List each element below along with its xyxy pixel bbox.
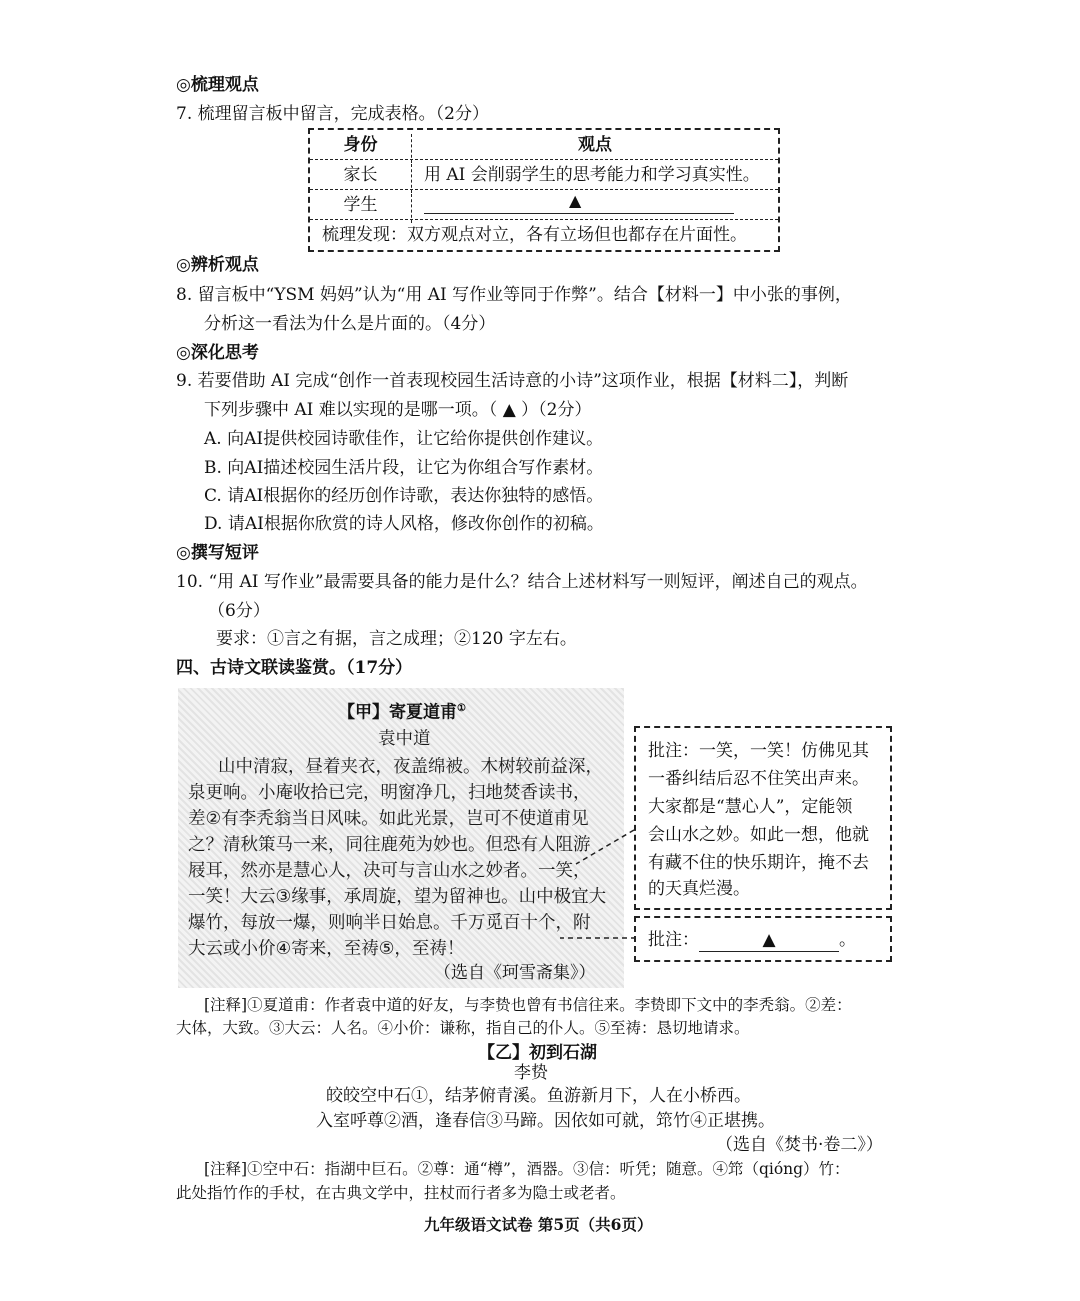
table-header-view: 观点 <box>578 135 612 155</box>
answer-blank[interactable]: ▲ <box>699 929 839 952</box>
part-title: 四、古诗文联读鉴赏。（17分） <box>176 658 413 678</box>
table-row <box>310 160 778 190</box>
connector-line <box>576 830 634 864</box>
question-9-line: 下列步骤中 AI 难以实现的是哪一项。（ ▲ ）（2分） <box>204 400 592 420</box>
table-header-row <box>310 130 778 160</box>
jia-line: 差②有李秃翁当日风味。如此光景，岂可不使道甫见 <box>188 809 589 829</box>
annotation-line: 批注：一笑，一笑！仿佛见其 <box>648 741 869 761</box>
jia-notes-line: 大体，大致。③大云：人名。④小价：谦称，指自己的仆人。⑤至祷：恳切地请求。 <box>176 1019 750 1037</box>
section-heading: ◎撰写短评 <box>176 543 259 563</box>
question-10-line: （6分） <box>208 601 270 621</box>
table-cell-identity: 家长 <box>310 164 412 193</box>
table-header-identity: 身份 <box>310 134 412 163</box>
yi-poem-line: 皎皎空中石①，结茅俯青溪。鱼游新月下，人在小桥西。 <box>326 1086 751 1106</box>
jia-line: 屐耳，然亦是慧心人，决可与言山水之妙者。一笑， <box>188 861 591 881</box>
section-heading: ◎辨析观点 <box>176 255 259 275</box>
jia-author: 袁中道 <box>378 729 431 749</box>
option-c: C. 请AI根据你的经历创作诗歌，表达你独特的感悟。 <box>204 486 604 506</box>
section-heading: ◎梳理观点 <box>176 75 259 95</box>
jia-line: 大云或小价④寄来，至祷⑤，至祷！ <box>188 939 465 959</box>
yi-source: （选自《焚书·卷二》） <box>716 1135 883 1155</box>
yi-author: 李贽 <box>514 1063 548 1083</box>
question-10-requirement: 要求：①言之有据，言之成理；②120 字左右。 <box>216 629 577 649</box>
question-8-line: 8. 留言板中“YSM 妈妈”认为“用 AI 写作业等同于作弊”。结合【材料一】中小张的事例， <box>176 285 852 305</box>
jia-line: 泉更响。小庵收拾已完，明窗净几，扫地焚香读书， <box>188 783 591 803</box>
annotation-answer-line: 批注： ▲ 。 <box>648 930 856 950</box>
annotation-box <box>634 726 892 910</box>
annotation-line: 有藏不住的快乐期许，掩不去 <box>648 853 869 873</box>
jia-line: 之？清秋策马一来，同往鹿苑为妙也。但恐有人阻游 <box>188 835 591 855</box>
question-8-line: 分析这一看法为什么是片面的。（4分） <box>204 314 496 334</box>
annotation-connectors <box>560 820 640 950</box>
annotation-line: 大家都是“慧心人”，定能领 <box>648 797 853 817</box>
yi-poem-line: 入室呼尊②酒，逢春信③马蹄。因依如可就，筇竹④正堪携。 <box>316 1111 775 1131</box>
option-d: D. 请AI根据你欣赏的诗人风格，修改你创作的初稿。 <box>204 514 604 534</box>
blank-marker: ▲ <box>569 191 582 210</box>
question-9-line: 9. 若要借助 AI 完成“创作一首表现校园生活诗意的小诗”这项作业，根据【材料二】，判断 <box>176 371 849 391</box>
table-cell-identity: 学生 <box>310 194 412 223</box>
yi-notes-line: [注释]①空中石：指湖中巨石。②尊：通“樽”，酒器。③信：听凭；随意。④筇（qióng）竹： <box>204 1160 850 1178</box>
jia-title: 【甲】寄夏道甫① <box>338 702 466 723</box>
jia-line: 山中清寂，昼着夹衣，夜盖绵被。木树较前益深， <box>218 757 603 777</box>
annotation-line: 的天真烂漫。 <box>648 879 750 899</box>
jia-notes-line: [注释]①夏道甫：作者袁中道的好友，与李贽也曾有书信往来。李贽即下文中的李秃翁。②差： <box>204 996 852 1014</box>
table-cell-view: 用 AI 会削弱学生的思考能力和学习真实性。 <box>424 165 760 185</box>
question-7-stem: 7. 梳理留言板中留言，完成表格。（2分） <box>176 104 489 124</box>
annotation-line: 一番纠结后忍不住笑出声来。 <box>648 769 869 789</box>
question-10-line: 10. “用 AI 写作业”最需要具备的能力是什么？结合上述材料写一则短评，阐述自己的观点。 <box>176 572 868 592</box>
page-footer: 九年级语文试卷 第5页（共6页） <box>424 1215 653 1234</box>
yi-notes-line: 此处指竹作的手杖，在古典文学中，拄杖而行者多为隐士或老者。 <box>176 1184 626 1202</box>
table-cell-answer-blank[interactable] <box>412 193 778 222</box>
option-a: A. 向AI提供校园诗歌佳作，让它给你提供创作建议。 <box>204 429 604 449</box>
section-heading: ◎深化思考 <box>176 343 259 363</box>
jia-source: （选自《珂雪斋集》） <box>434 963 596 983</box>
table-row <box>310 190 778 220</box>
yi-title: 【乙】初到石湖 <box>478 1043 597 1063</box>
table-footer: 梳理发现：双方观点对立，各有立场但也都存在片面性。 <box>322 225 747 245</box>
viewpoint-table <box>308 128 780 252</box>
jia-line: 爆竹，每放一爆，则响半日始息。千万觅百十个，附 <box>188 913 591 933</box>
annotation-answer-box[interactable] <box>634 916 892 962</box>
option-b: B. 向AI描述校园生活片段，让它为你组合写作素材。 <box>204 458 604 478</box>
annotation-line: 会山水之妙。如此一想，他就 <box>648 825 869 845</box>
jia-line: 一笑！大云③缘事，承周旋，望为留神也。山中极宜大 <box>188 887 607 907</box>
